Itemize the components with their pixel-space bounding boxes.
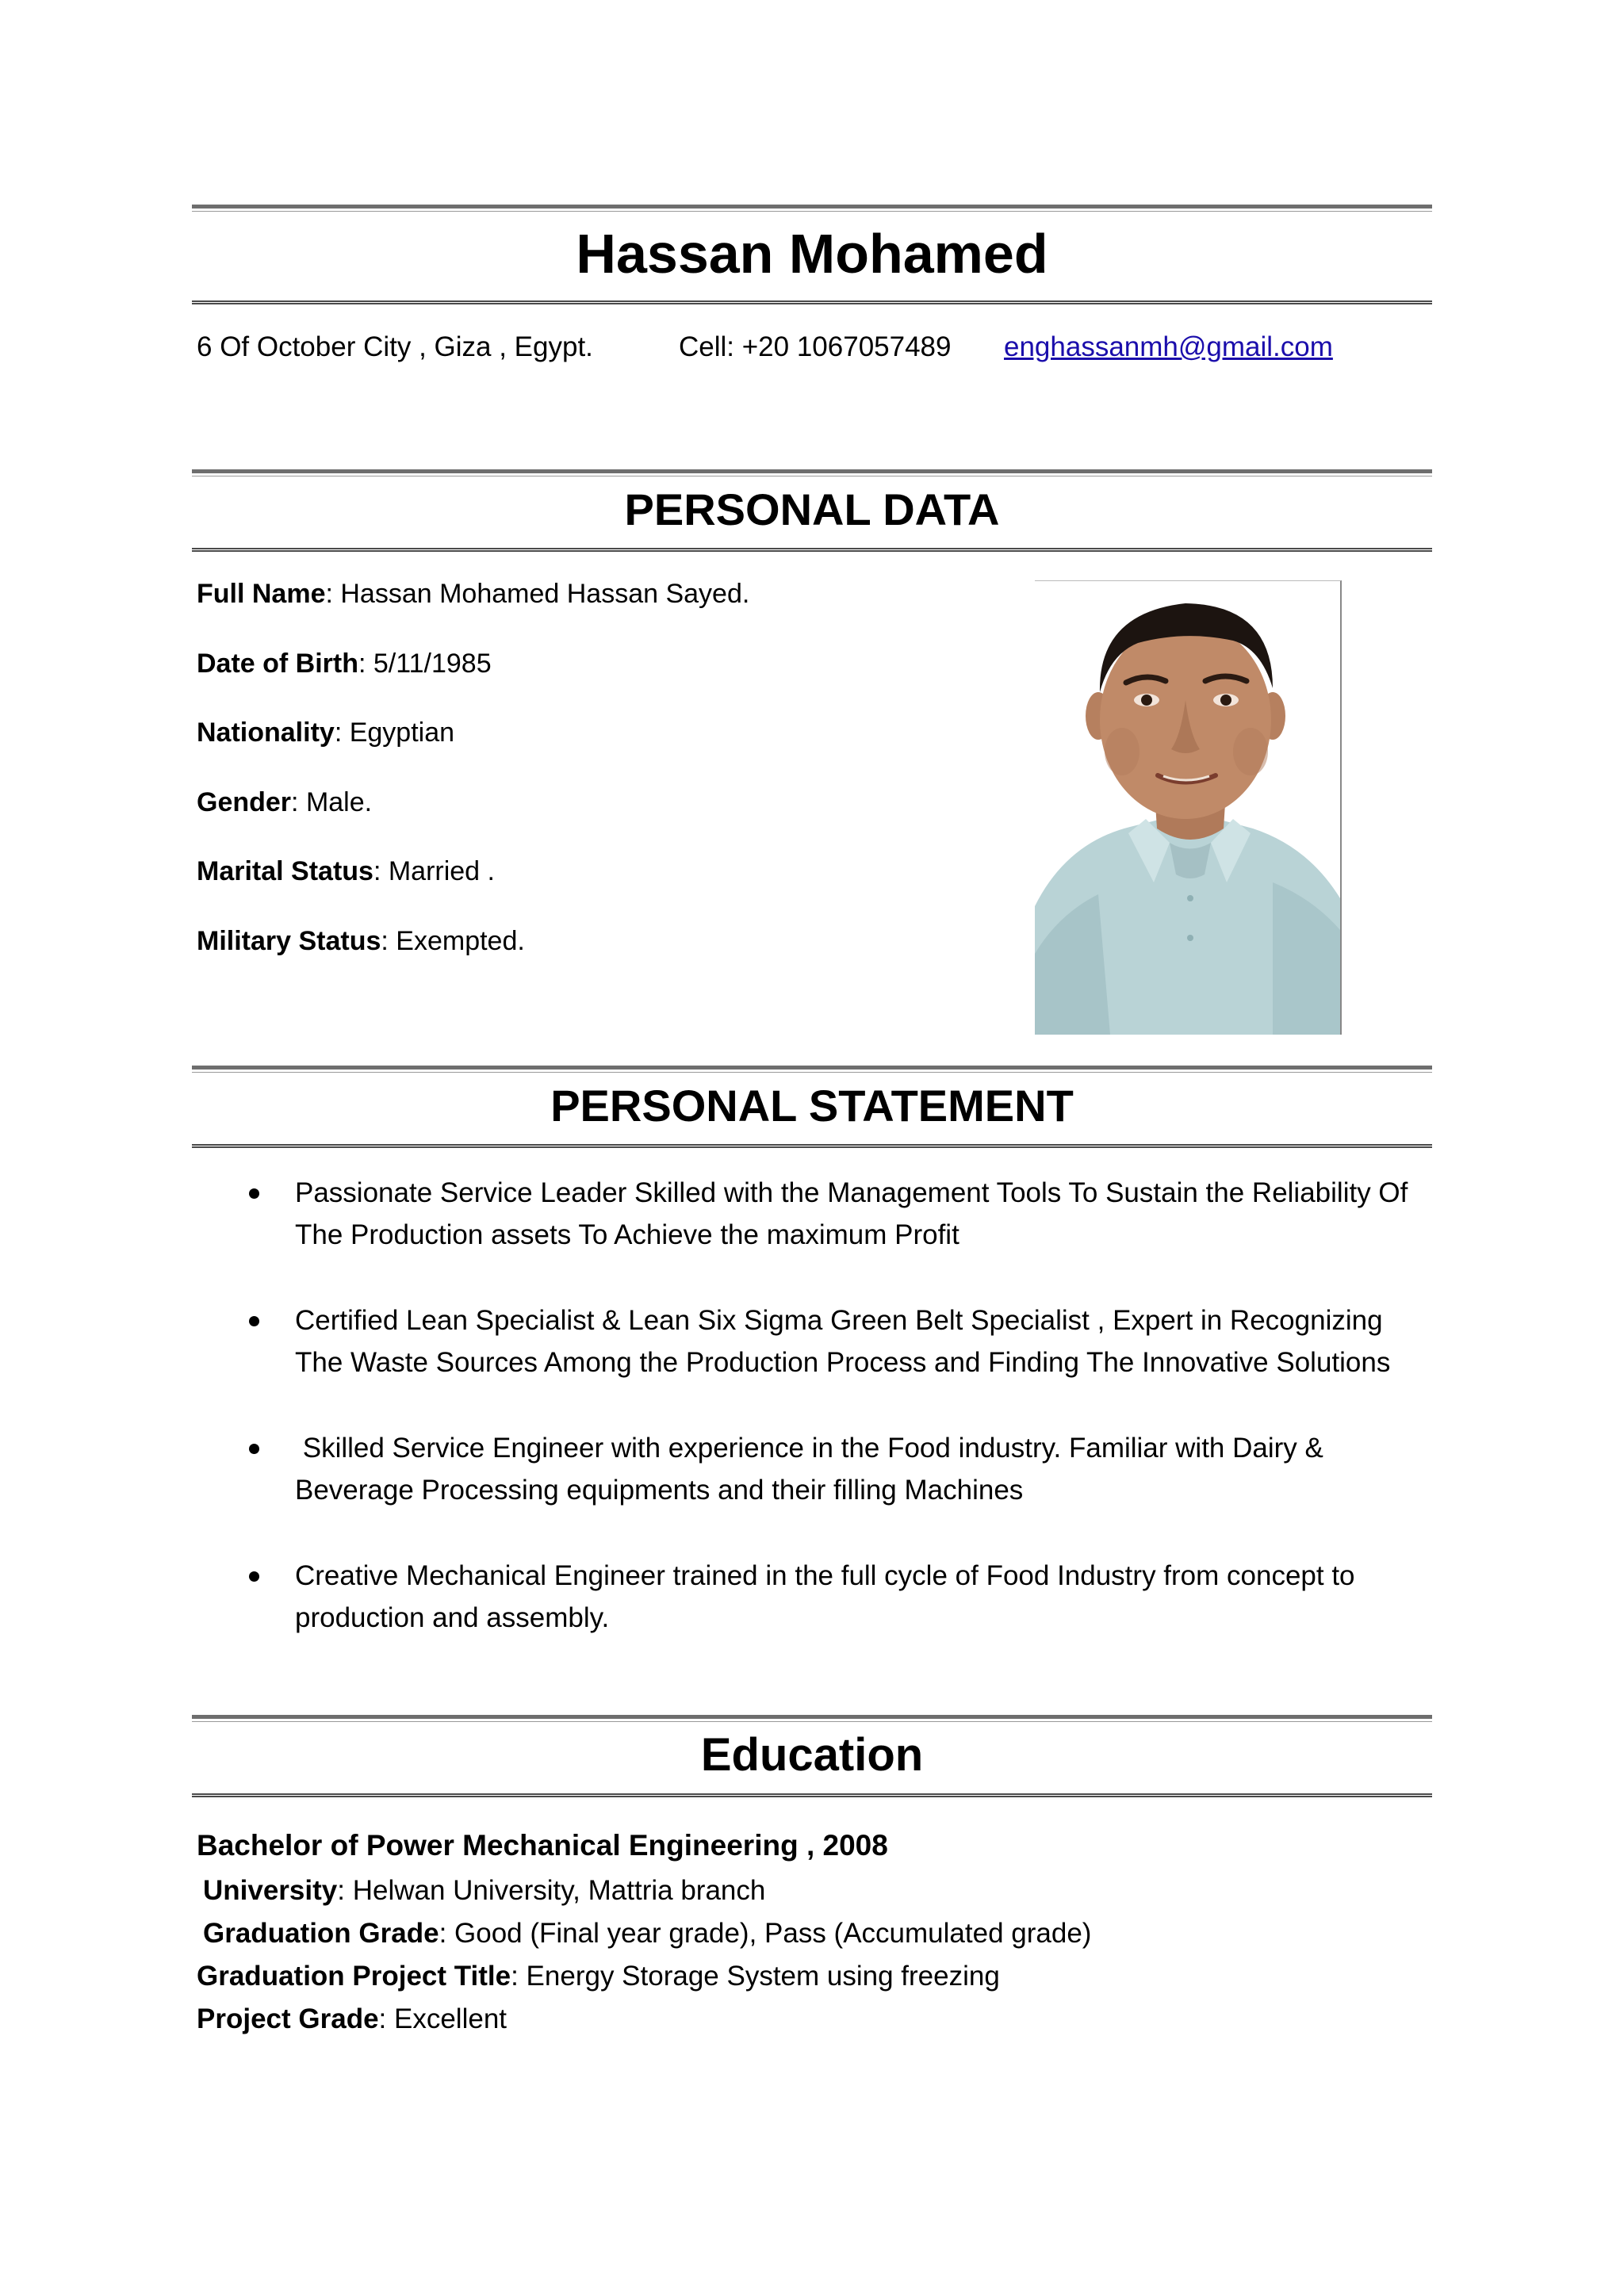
profile-photo [1035,580,1342,1035]
bullet-icon [249,1316,259,1326]
education-title: Education [700,1729,924,1781]
list-item-text: Skilled Service Engineer with experience in the Food industry. Familiar with Dairy & Beverage Processing equipments and their filling Machines [295,1433,1331,1506]
education-section [197,1822,1426,2041]
project-title-line [197,1955,1426,1998]
field-value: : Exempted. [381,925,525,956]
degree-title: Bachelor of Power Mechanical Engineering , 2008 [197,1829,888,1862]
personal-data-row [197,649,990,718]
bullet-icon [249,1444,259,1454]
education-header [192,1715,1432,1797]
personal-statement-list [238,1172,1427,1682]
field-label: Gender [197,786,292,817]
field-value: : Helwan University, Mattria branch [337,1875,766,1906]
personal-data-list [197,579,990,995]
field-value: : Energy Storage System using freezing [511,1961,1000,1992]
field-value: : Egyptian [334,718,455,748]
personal-statement-title: PERSONAL STATEMENT [550,1081,1074,1131]
field-value: : Good (Final year grade), Pass (Accumulated grade) [439,1918,1092,1949]
cell-phone-text: Cell: +20 1067057489 [679,331,952,362]
field-label: University [203,1875,338,1906]
personal-data-row [197,787,990,857]
field-value: : Hassan Mohamed Hassan Sayed. [325,579,750,609]
university-line [197,1869,1426,1912]
field-label: Graduation Grade [203,1918,439,1949]
list-item-text: Passionate Service Leader Skilled with the Management Tools To Sustain the Reliability Of The Production assets To Achieve the maximum Profit [295,1177,1408,1250]
list-item [238,1299,1427,1383]
field-label: Marital Status [197,856,373,886]
field-value: : 5/11/1985 [358,648,492,679]
field-label: Graduation Project Title [197,1961,511,1992]
personal-data-row [197,718,990,787]
personal-data-row [197,926,990,996]
email-link[interactable]: enghassanmh@gmail.com [1004,331,1333,362]
field-value: : Male. [291,786,373,817]
list-item [238,1555,1427,1639]
list-item-text: Creative Mechanical Engineer trained in the full cycle of Food Industry from concept to production and assembly. [295,1560,1355,1633]
name-header [192,205,1432,304]
bullet-icon [249,1571,259,1582]
list-item-text: Certified Lean Specialist & Lean Six Sigma Green Belt Specialist , Expert in Recognizing The Waste Sources Among the Production Process and Finding The Innovative Solutions [295,1305,1391,1378]
list-item [238,1427,1427,1511]
personal-data-row [197,579,990,649]
personal-statement-header [192,1066,1432,1148]
list-item [238,1172,1427,1256]
field-label: Full Name [197,579,326,609]
project-grade-line [197,1998,1426,2041]
field-value: : Married . [373,856,495,886]
address-text: 6 Of October City , Giza , Egypt. [197,331,593,362]
field-value: : Excellent [378,2003,508,2034]
graduation-grade-line [197,1912,1426,1955]
field-label: Project Grade [197,2003,379,2034]
candidate-name: Hassan Mohamed [576,223,1048,285]
bullet-icon [249,1188,259,1199]
field-label: Date of Birth [197,648,358,679]
field-label: Military Status [197,925,381,956]
contact-line [197,331,1434,371]
field-label: Nationality [197,718,335,748]
profile-photo-drawing [1035,581,1340,1035]
personal-data-header [192,469,1432,552]
personal-data-title: PERSONAL DATA [624,484,1000,534]
personal-data-row [197,856,990,926]
